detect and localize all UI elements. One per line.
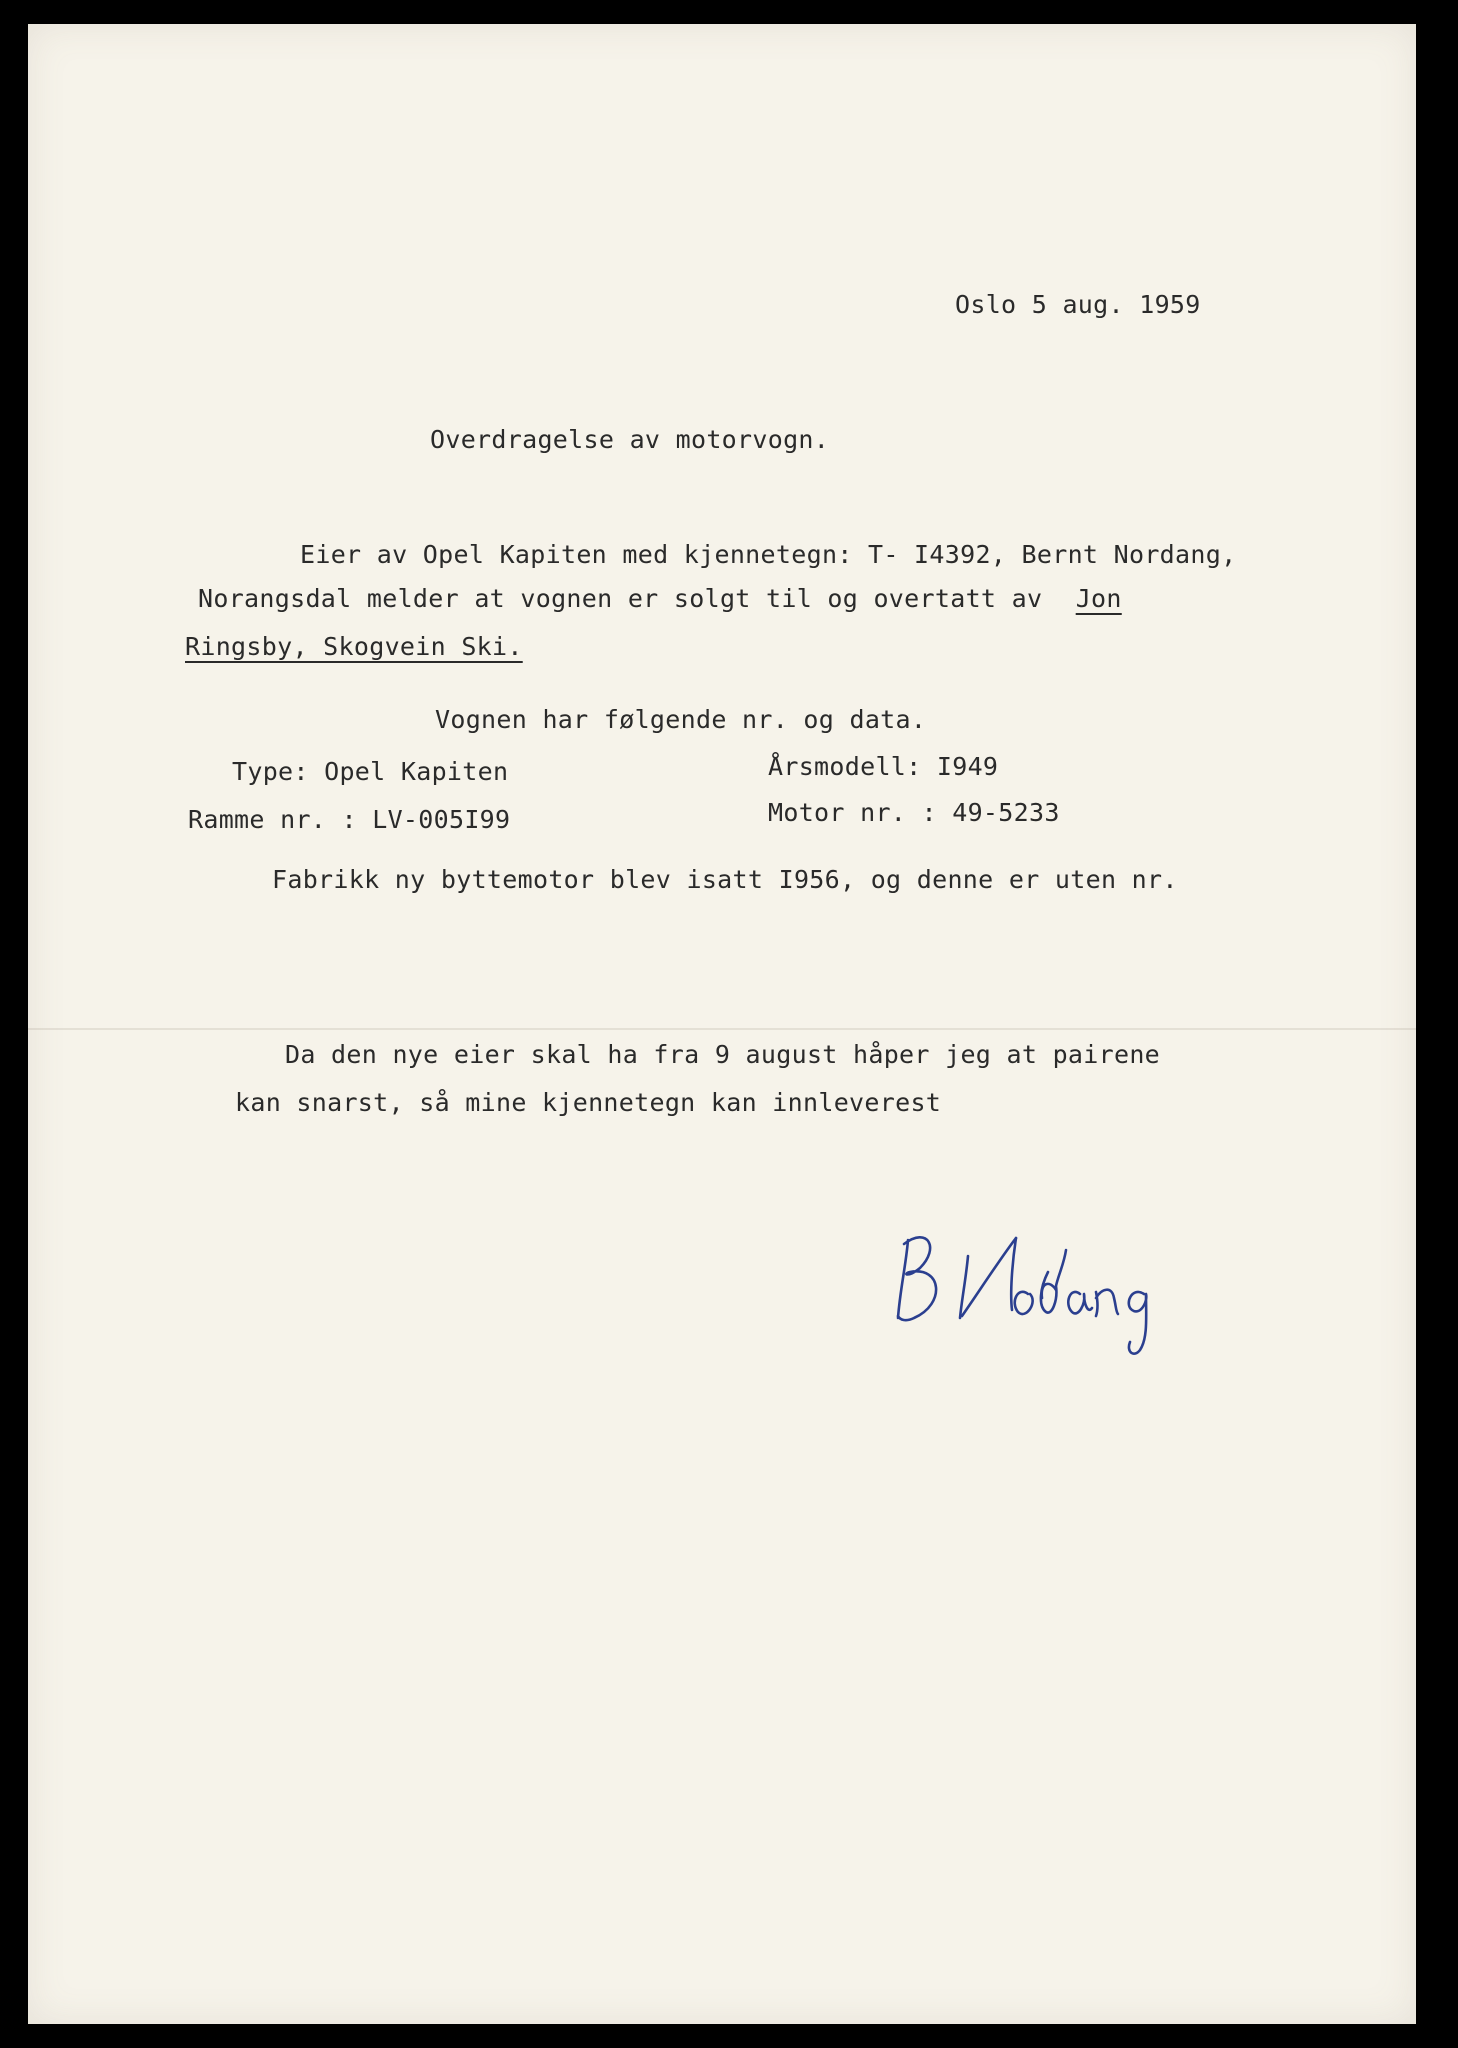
letter-date: Oslo 5 aug. 1959 xyxy=(955,290,1201,319)
vehicle-type: Type: Opel Kapiten xyxy=(232,757,509,786)
para1-line2-text: Norangsdal melder at vognen er solgt til og overtatt av xyxy=(198,584,1043,613)
para1-line1: Eier av Opel Kapiten med kjennetegn: T- I4392, Bernt Nordang, xyxy=(300,540,1237,569)
para1-line2 xyxy=(198,584,1160,613)
signature xyxy=(880,1220,1190,1360)
letter-subject: Overdragelse av motorvogn. xyxy=(430,425,830,454)
para3-line2: kan snarst, så mine kjennetegn kan innleverest xyxy=(235,1088,942,1117)
model-year: Årsmodell: I949 xyxy=(768,752,999,781)
fold-line xyxy=(28,1028,1416,1030)
frame-number: Ramme nr. : LV-005I99 xyxy=(188,805,511,834)
para3-line1: Da den nye eier skal ha fra 9 august håper jeg at pairene xyxy=(285,1040,1161,1069)
engine-note: Fabrikk ny byttemotor blev isatt I956, og denne er uten nr. xyxy=(272,865,1178,894)
buyer-name-first: Jon xyxy=(1075,584,1122,613)
letter-page xyxy=(28,24,1416,2024)
data-intro: Vognen har følgende nr. og data. xyxy=(435,705,927,734)
motor-number: Motor nr. : 49-5233 xyxy=(768,798,1060,827)
buyer-name-rest: Ringsby, Skogvein Ski. xyxy=(185,632,523,661)
